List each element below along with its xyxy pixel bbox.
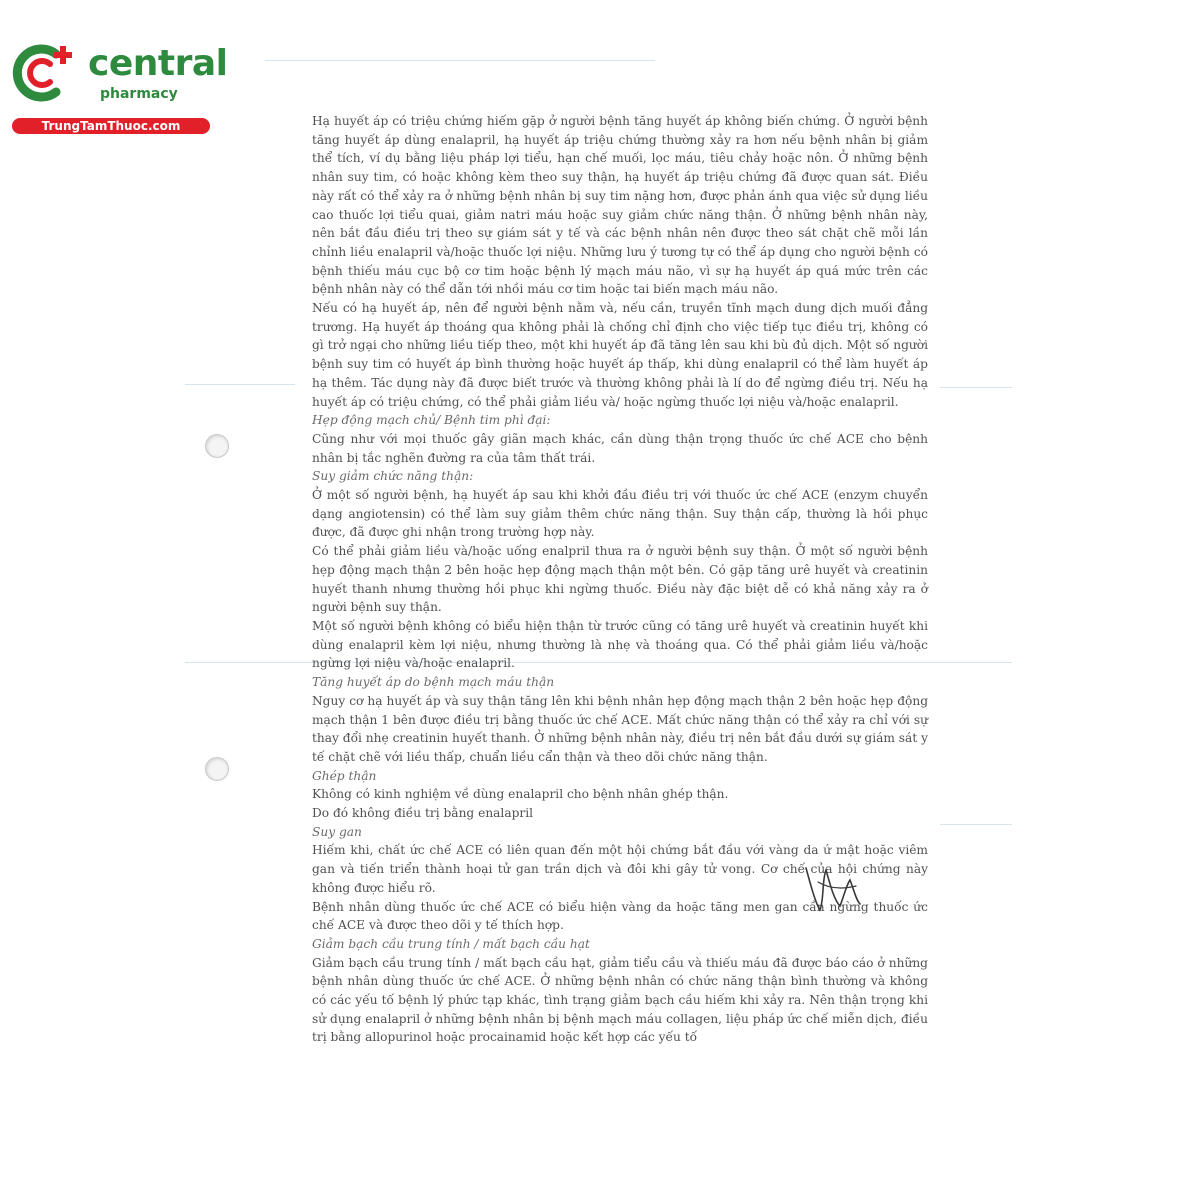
logo-subtitle: pharmacy <box>100 86 178 102</box>
body-paragraph: Do đó không điều trị bằng enalapril <box>312 806 534 821</box>
scan-line <box>940 387 1012 388</box>
section-heading: Ghép thận <box>312 768 377 783</box>
punch-hole <box>205 757 229 781</box>
logo-url: TrungTamThuoc.com <box>12 118 210 134</box>
section-heading: Suy gan <box>312 824 362 839</box>
section-heading: Suy giảm chức năng thận: <box>312 469 474 484</box>
body-paragraph: Cũng như với mọi thuốc gây giãn mạch khác, cần dùng thận trọng thuốc ức chế ACE cho bệnh nhân bị tắc nghẽn đường ra của tâm thất trái. <box>312 431 928 465</box>
section-heading: Hẹp động mạch chủ/ Bệnh tim phì đại: <box>312 413 551 428</box>
scan-line <box>185 384 295 385</box>
body-paragraph: Một số người bệnh không có biểu hiện thận từ trước cũng có tăng urê huyết và creatinin huyết khi dùng enalapril kèm lợi niệu, nhưng thường là nhẹ và thoáng qua. Có thể phải giảm liều và/hoặc ngừng lợi niệu và/hoặc enalapril. <box>312 618 928 671</box>
body-paragraph: Hiếm khi, chất ức chế ACE có liên quan đến một hội chứng bắt đầu với vàng da ứ mật hoặc viêm gan và tiến triển thành hoại tử gan trần dịch và đôi khi gây tử vong. Cơ chế của hội chứng này không được hiểu rõ. <box>312 843 928 895</box>
logo-brand: central <box>88 43 228 84</box>
body-paragraph: Nguy cơ hạ huyết áp và suy thận tăng lên khi bệnh nhân hẹp động mạch thận 2 bên hoặc hẹp động mạch thận 1 bên được điều trị bằng thuốc ức chế ACE. Mất chức năng thận có thể xảy ra chỉ với sự thay đổi nhẹ creatinin huyết thanh. Ở những bệnh nhân này, điều trị nên bắt đầu dưới sự giám sát y tế chặt chẽ với liều thấp, chuẩn liều cẩn thận và theo dõi chức năng thận. <box>312 693 928 764</box>
central-pharmacy-logo[interactable] <box>12 40 228 140</box>
punch-hole <box>205 434 229 458</box>
body-paragraph: Giảm bạch cầu trung tính / mất bạch cầu hạt, giảm tiểu cầu và thiếu máu đã được báo cáo ở những bệnh nhân dùng thuốc ức chế ACE. Ở những bệnh nhân có chức năng thận bình thường và không có các yếu tố bệnh lý phức tạp khác, tình trạng giảm bạch cầu hiếm khi xảy ra. Nên thận trọng khi sử dụng enalapril ở những bệnh nhân bị bệnh mạch máu collagen, liệu pháp ức chế miễn dịch, điều trị bằng allopurinol hoặc procainamid hoặc kết hợp các yếu tố <box>312 955 928 1045</box>
scan-line <box>265 60 655 61</box>
section-heading: Tăng huyết áp do bệnh mạch máu thận <box>312 675 555 690</box>
signature-mark <box>800 860 864 920</box>
body-paragraph: Bệnh nhân dùng thuốc ức chế ACE có biểu hiện vàng da hoặc tăng men gan cần ngừng thuốc ức chế ACE và được theo dõi y tế thích hợp. <box>312 899 928 933</box>
section-heading: Giảm bạch cầu trung tính / mất bạch cầu hạt <box>312 936 590 951</box>
body-paragraph: Nếu có hạ huyết áp, nên để người bệnh nằm và, nếu cần, truyền tĩnh mạch dung dịch muối đẳng trương. Hạ huyết áp thoáng qua không phải là chống chỉ định cho việc tiếp tục điều trị, không có gì trở ngại cho những liều tiếp theo, một khi huyết áp đã tăng lên sau khi bù đủ dịch. Một số người bệnh suy tim có huyết áp bình thường hoặc huyết áp thấp, khi dùng enalapril có thể làm huyết áp hạ thêm. Tác dụng này đã được biết trước và thường không phải là lí do để ngừng điều trị. Nếu hạ huyết áp có triệu chứng, có thể phải giảm liều và/ hoặc ngừng thuốc lợi niệu và/hoặc enalapril. <box>312 301 928 409</box>
body-paragraph: Có thể phải giảm liều và/hoặc uống enalpril thưa ra ở người bệnh suy thận. Ở một số người bệnh hẹp động mạch thận 2 bên hoặc hẹp động mạch thận một bên. Có gặp tăng urê huyết và creatinin huyết thanh nhưng thường hồi phục khi ngừng thuốc. Điều này đặc biệt dễ có khả năng xảy ra ở người bệnh suy thận. <box>312 544 928 615</box>
body-paragraph: Ở một số người bệnh, hạ huyết áp sau khi khởi đầu điều trị với thuốc ức chế ACE (enzym chuyển dạng angiotensin) có thể làm suy giảm thêm chức năng thận. Suy thận cấp, thường là hồi phục được, đã được ghi nhận trong trường hợp này. <box>312 488 928 540</box>
body-paragraph: Không có kinh nghiệm về dùng enalapril cho bệnh nhân ghép thận. <box>312 787 729 802</box>
pharmacy-cross-icon <box>12 40 82 106</box>
scan-line <box>940 824 1012 825</box>
body-paragraph: Hạ huyết áp có triệu chứng hiếm gặp ở người bệnh tăng huyết áp không biến chứng. Ở người bệnh tăng huyết áp dùng enalapril, hạ huyết áp triệu chứng thường xảy ra hơn nếu bệnh nhân bị giảm thể tích, ví dụ bằng liệu pháp lợi tiểu, hạn chế muối, lọc máu, tiêu chảy hoặc nôn. Ở những bệnh nhân suy tim, có hoặc không kèm theo suy thận, hạ huyết áp triệu chứng đã được quan sát. Điều này rất có thể xảy ra ở những bệnh nhân bị suy tim nặng hơn, được phản ánh qua việc sử dụng liều cao thuốc lợi tiểu quai, giảm natri máu hoặc suy giảm chức năng thận. Ở những bệnh nhân này, nên bắt đầu điều trị theo sự giám sát y tế và các bệnh nhân nên được theo sát chặt chẽ mỗi lần chỉnh liều enalapril và/hoặc thuốc lợi niệu. Những lưu ý tương tự có thể áp dụng cho người bệnh có bệnh thiếu máu cục bộ cơ tim hoặc bệnh lý mạch máu não, vì sự hạ huyết áp quá mức trên các bệnh nhân này có thể dẫn tới nhồi máu cơ tim hoặc tai biến mạch máu não. <box>312 114 928 297</box>
